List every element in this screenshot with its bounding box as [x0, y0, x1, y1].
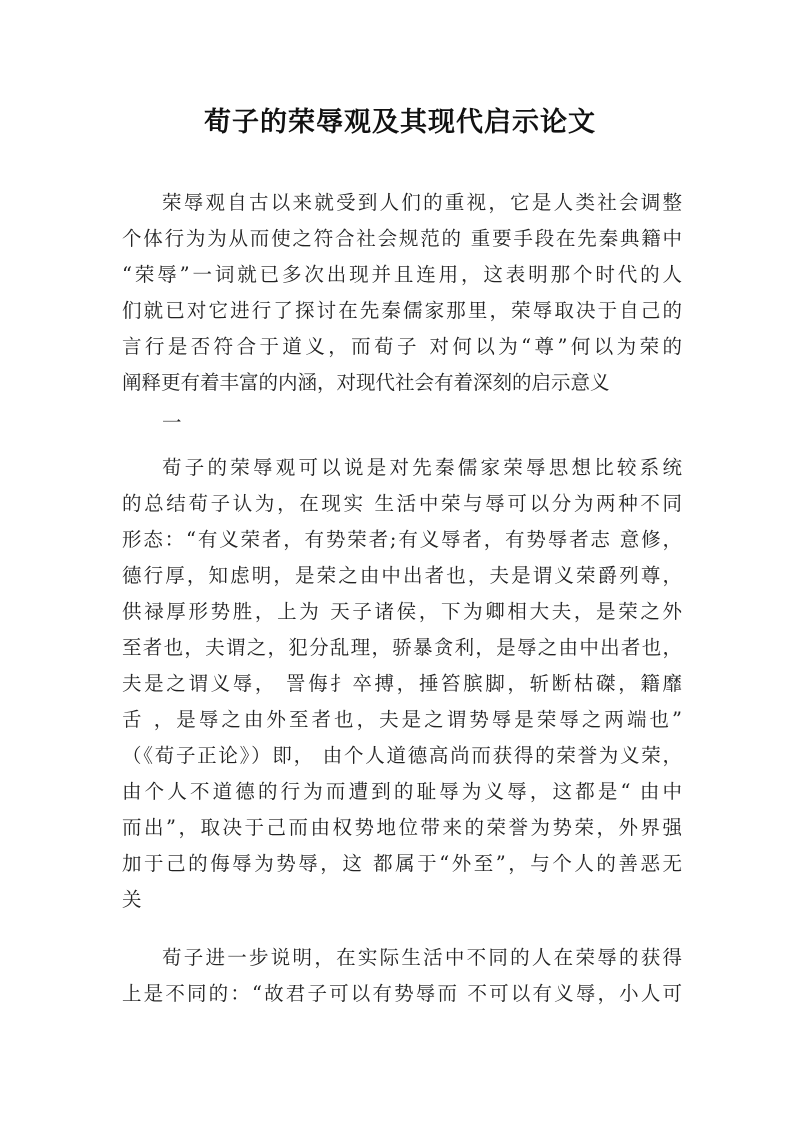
text-line: 言行是否符合于道义，而荀子 对何以为“尊”何以为荣的: [122, 335, 682, 358]
text-line: 个体行为为从而使之符合社会规范的 重要手段在先秦典籍中: [122, 227, 682, 250]
text-line: 德行厚，知虑明，是荣之由中出者也，夫是谓义荣爵列尊，: [122, 564, 682, 587]
document-title: 荀子的荣辱观及其现代启示论文: [204, 107, 596, 138]
text-line: “荣辱”一词就已多次出现并且连用，这表明那个时代的人: [122, 263, 682, 286]
text-line: 荀子进一步说明，在实际生活中不同的人在荣辱的获得: [162, 946, 682, 969]
text-line: 们就已对它进行了探讨在先秦儒家那里，荣辱取决于自己的: [122, 299, 682, 322]
text-line: 至者也，夫谓之，犯分乱理，骄暴贪利，是辱之由中出者也，: [122, 636, 682, 659]
text-line: 关: [122, 888, 142, 911]
text-line: 供禄厚形势胜，上为 天子诸侯，下为卿相大夫，是荣之外: [122, 600, 682, 623]
text-line: 形态：“有义荣者，有势荣者;有义辱者，有势辱者志 意修，: [122, 528, 682, 551]
text-line: 荣辱观自古以来就受到人们的重视，它是人类社会调整: [162, 191, 682, 214]
text-line: 由个人不道德的行为而遭到的耻辱为义辱，这都是“ 由中: [122, 780, 682, 803]
section-marker: [122, 405, 682, 441]
text-line: 夫是之谓义辱， 詈侮扌卒搏，捶笞膑脚，斩断枯磔，籍靡: [122, 672, 682, 695]
section-number: 一: [162, 411, 182, 434]
text-line: 舌 ，是辱之由外至者也，夫是之谓势辱是荣辱之两端也”: [122, 708, 682, 731]
text-line: 而出”，取决于己而由权势地位带来的荣誉为势荣，外界强: [122, 816, 682, 839]
text-line: 上是不同的：“故君子可以有势辱而 不可以有义辱，小人可: [122, 982, 682, 1005]
text-line: 荀子的荣辱观可以说是对先秦儒家荣辱思想比较系统: [162, 456, 682, 479]
paragraph-1: [122, 185, 682, 401]
text-line: 加于己的侮辱为势辱，这 都属于“外至”，与个人的善恶无: [122, 852, 682, 875]
paragraph-2: [122, 450, 682, 918]
text-line: 阐释更有着丰富的内涵，对现代社会有着深刻的启示意义: [122, 371, 610, 394]
text-line: 的总结荀子认为，在现实 生活中荣与辱可以分为两种不同: [122, 492, 682, 515]
paragraph-3: [122, 940, 682, 1012]
text-line: （《荀子正论》）即， 由个人道德高尚而获得的荣誉为义荣，: [122, 744, 682, 767]
